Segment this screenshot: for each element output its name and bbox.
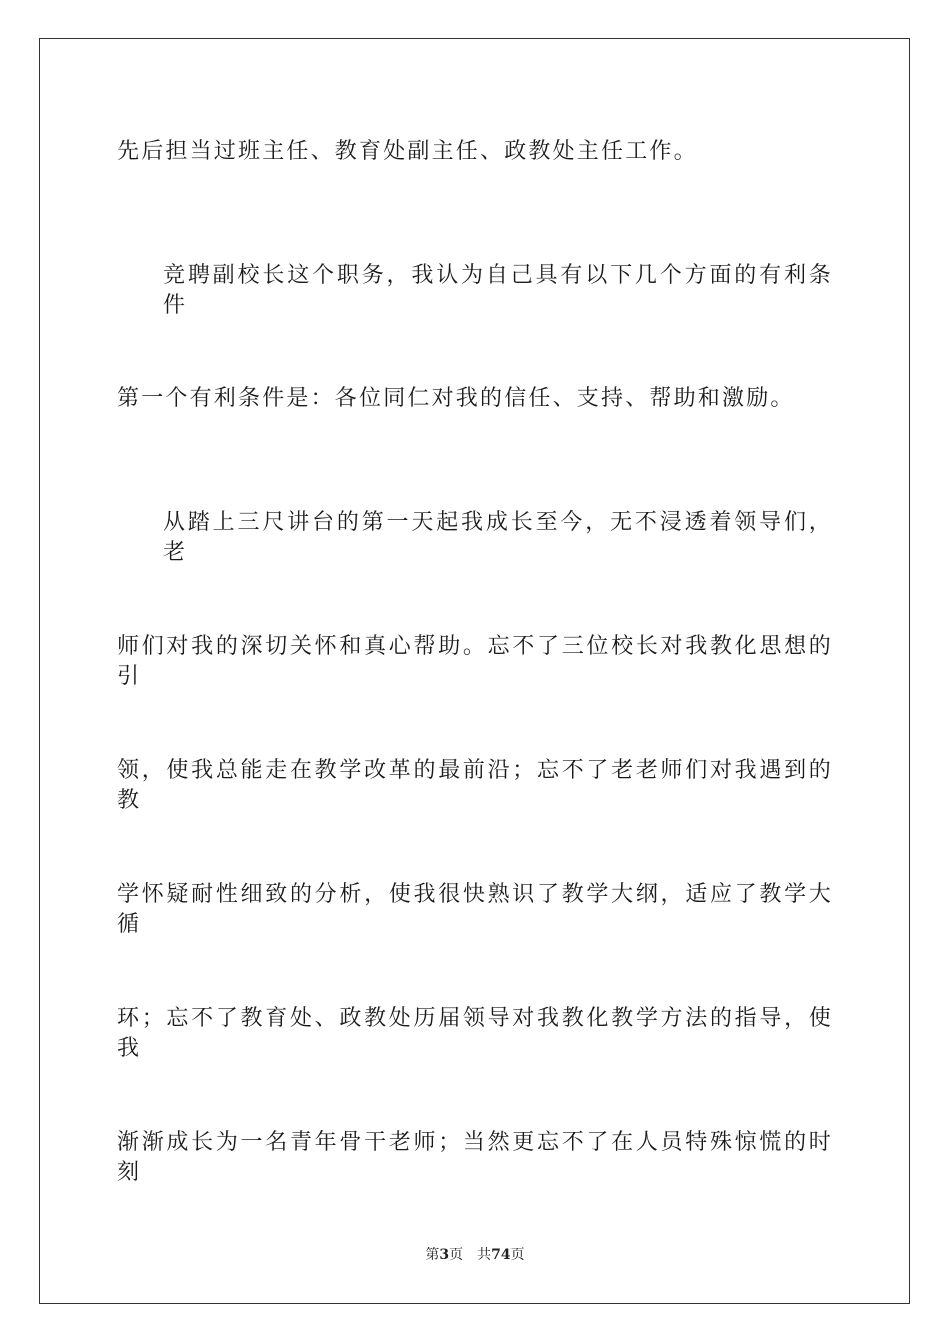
- text-line-7: 学怀疑耐性细致的分析，使我很快熟识了教学大纲，适应了教学大循: [117, 882, 833, 937]
- text-line-8: 环；忘不了教育处、政教处历届领导对我教化教学方法的指导，使我: [117, 1006, 833, 1061]
- page-prefix: 第: [425, 1247, 440, 1263]
- total-prefix: 共: [477, 1247, 492, 1263]
- total-suffix: 页: [510, 1247, 525, 1263]
- text-line-9: 渐渐成长为一名青年骨干老师；当然更忘不了在人员特殊惊慌的时刻: [117, 1130, 833, 1185]
- text-line-6: 领，使我总能走在教学改革的最前沿；忘不了老老师们对我遇到的教: [117, 758, 833, 813]
- page-suffix: 页: [449, 1247, 464, 1263]
- text-line-1: 先后担当过班主任、教育处副主任、政教处主任工作。: [117, 139, 698, 164]
- text-line-3: 第一个有利条件是：各位同仁对我的信任、支持、帮助和激励。: [117, 386, 795, 411]
- page-footer: [0, 1246, 950, 1264]
- total-pages: 74: [491, 1247, 511, 1263]
- page-number: 3: [439, 1247, 450, 1263]
- text-line-2: 竞聘副校长这个职务，我认为自己具有以下几个方面的有利条件: [163, 263, 833, 318]
- text-line-5: 师们对我的深切关怀和真心帮助。忘不了三位校长对我教化思想的引: [117, 634, 833, 689]
- text-line-4: 从踏上三尺讲台的第一天起我成长至今，无不浸透着领导们，老: [163, 510, 833, 565]
